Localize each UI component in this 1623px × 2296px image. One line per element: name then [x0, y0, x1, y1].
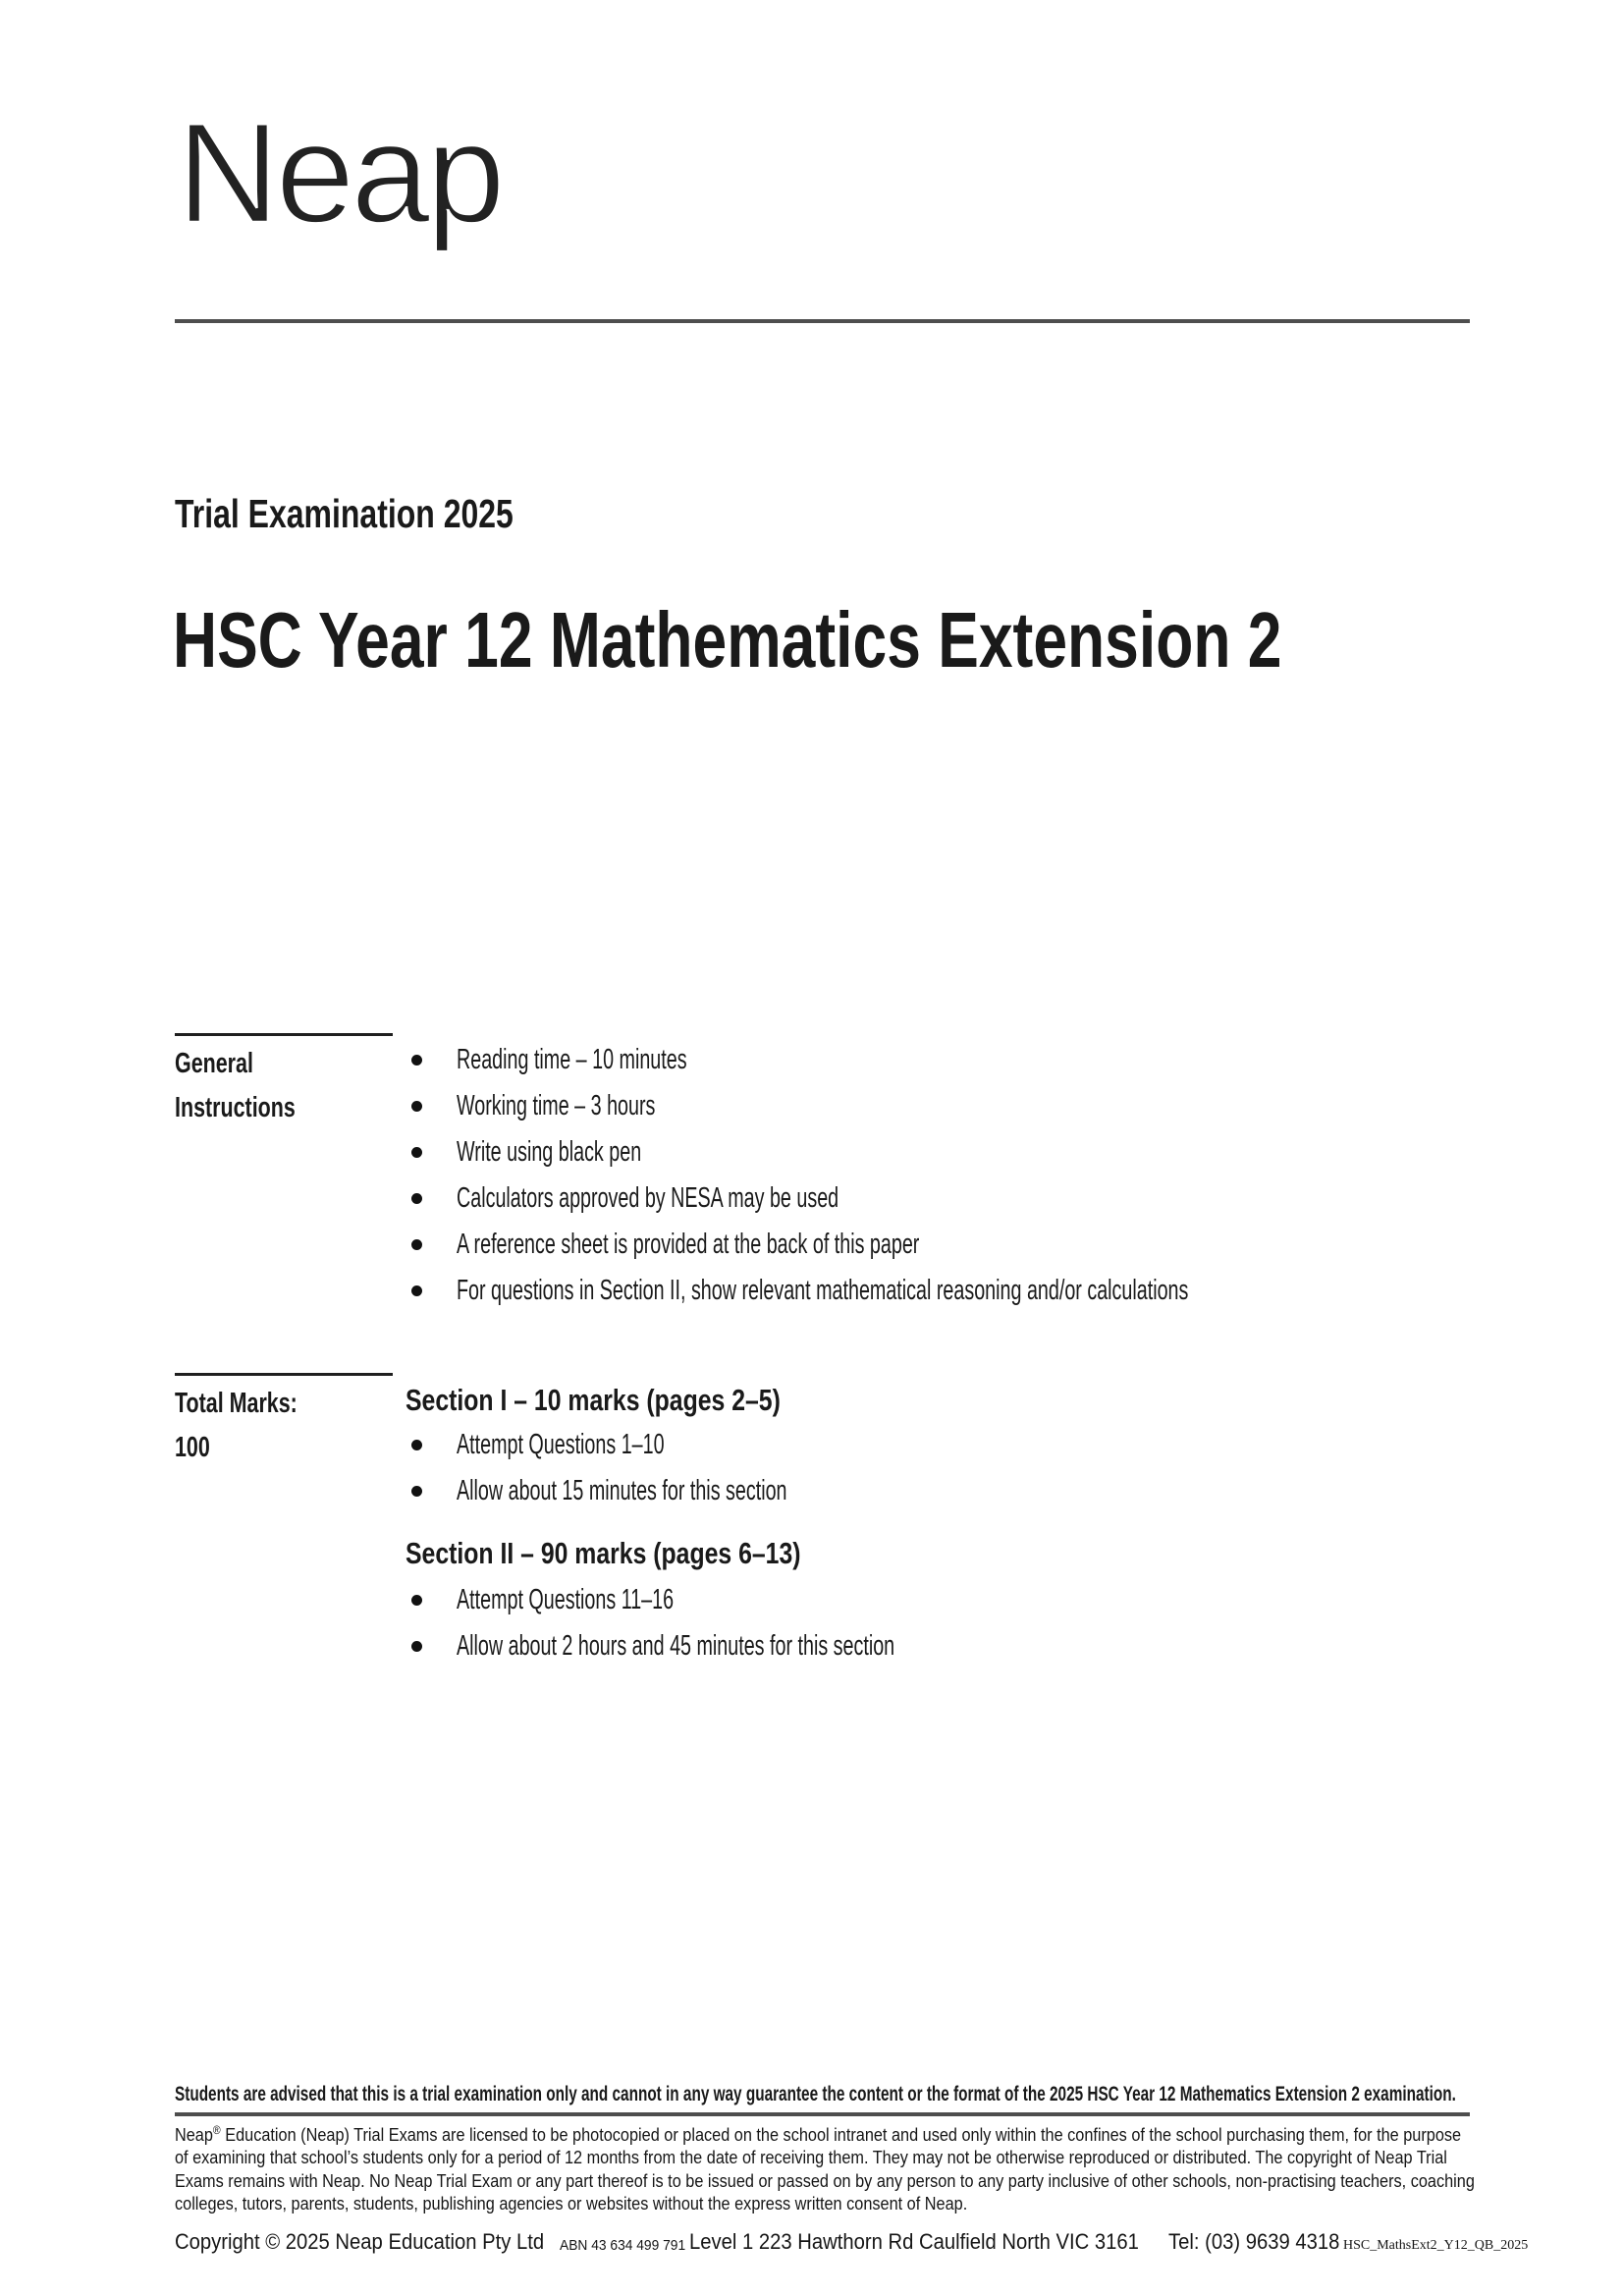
list-item: Allow about 15 minutes for this section	[406, 1468, 943, 1514]
list-item: Working time – 3 hours	[406, 1083, 1533, 1129]
list-item: Allow about 2 hours and 45 minutes for this section	[406, 1623, 1101, 1669]
license-body: Education (Neap) Trial Exams are licensed to be photocopied or placed on the school intranet and used only within the confines of the school purchasing them, for the purpose of examining that school’s students only for a period of 12 months from the date of receiving them. They may not be otherwise reproduced or distributed. The copyright of Neap Trial Exams remains with Neap. No Neap Trial Exam or any part thereof is to be issued or passed on by any person to any party inclusive of other schools, non-practising teachers, coaching colleges, tutors, parents, students, publishing agencies or websites without the express written consent of Neap.	[175, 2124, 1475, 2214]
list-item: Attempt Questions 1–10	[406, 1422, 943, 1468]
copyright-text: Copyright © 2025 Neap Education Pty Ltd	[175, 2229, 545, 2254]
total-marks-value: 100	[175, 1432, 210, 1463]
section-1-heading: Section I – 10 marks (pages 2–5)	[406, 1383, 781, 1417]
neap-logo: Neap	[177, 93, 502, 252]
list-item: A reference sheet is provided at the back of this paper	[406, 1222, 1533, 1268]
list-item: Calculators approved by NESA may be used	[406, 1175, 1533, 1222]
abn-text: ABN 43 634 499 791	[560, 2237, 686, 2254]
registered-trademark-icon: ®	[212, 2122, 221, 2137]
general-instructions-label-line1: General	[175, 1048, 253, 1079]
document-code: HSC_MathsExt2_Y12_QB_2025	[1343, 2238, 1529, 2253]
telephone-text: Tel: (03) 9639 4318	[1168, 2229, 1340, 2254]
list-item: Reading time – 10 minutes	[406, 1037, 1533, 1083]
list-item: Write using black pen	[406, 1129, 1533, 1175]
address-text: Level 1 223 Hawthorn Rd Caulfield North VIC 3161	[689, 2229, 1139, 2254]
list-item: Attempt Questions 11–16	[406, 1577, 1101, 1623]
license-brand: Neap	[175, 2124, 213, 2145]
advisory-note: Students are advised that this is a trial examination only and cannot in any way guarantee the content or the format of the 2025 HSC Year 12 Mathematics Extension 2 examination.	[175, 2083, 1456, 2105]
general-instructions-label-line2: Instructions	[175, 1092, 296, 1123]
total-marks-label-line1: Total Marks:	[175, 1388, 298, 1419]
exam-series-label: Trial Examination 2025	[175, 491, 514, 536]
list-item: For questions in Section II, show relevant mathematical reasoning and/or calculations	[406, 1268, 1533, 1314]
exam-title: HSC Year 12 Mathematics Extension 2	[173, 596, 1282, 683]
section-2-heading: Section II – 90 marks (pages 6–13)	[406, 1536, 801, 1570]
